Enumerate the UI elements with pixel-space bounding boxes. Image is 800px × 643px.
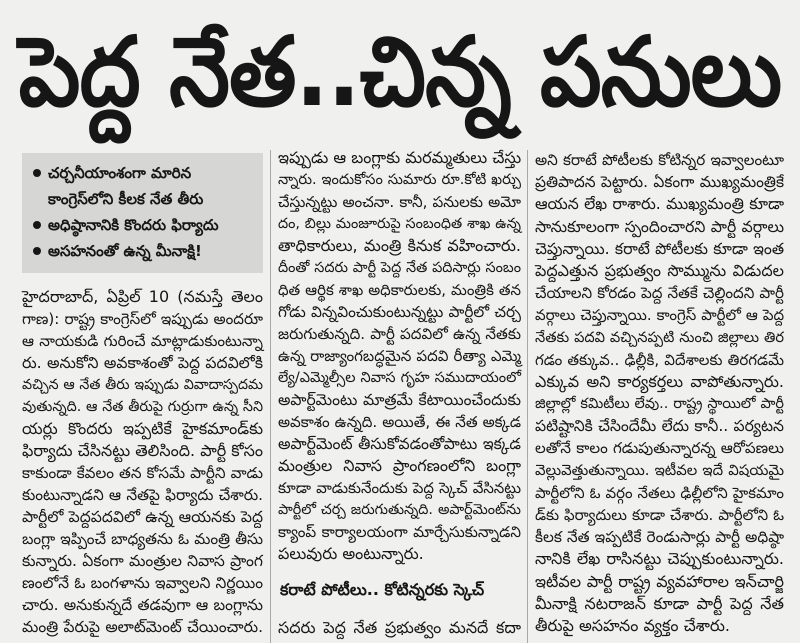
text-line: మంత్రి పేరుపై అలాట్‌మెంట్ చేయించారు.: [22, 618, 263, 636]
column-middle: [278, 147, 521, 565]
text-line: పార్టీలో పెద్దపదవిలో ఉన్న ఆయనకు పెద్ద: [22, 508, 263, 526]
text-line: పటిష్టానికి చేసిందేమీ లేదు కానీ.. పర్యటన: [535, 417, 784, 436]
text-line: పెద్దఎత్తున ప్రభుత్వం సొమ్మును విడుదల: [535, 260, 784, 280]
text-line: పార్టీలోని ఓ వర్గం నేతలు ఢిల్లీలోని హైకమాం: [535, 483, 784, 502]
text-line: గోడు విన్నవించుకుంటున్నట్టు పార్టీలో చర్చ: [278, 303, 521, 321]
text-line: వెల్లువెత్తుతున్నాయి. ఇటీవల ఇదే విషయమై: [535, 461, 784, 479]
text-line: చారు. అనుకున్నదే తడవుగా ఆ బంగ్లాను: [22, 596, 263, 614]
text-line: న్నారు. ఇందుకోసం సుమారు రూ.కోటి ఖర్చు: [278, 172, 521, 188]
highlight-line: కాంగ్రెస్‌లోని కీలక నేత తీరు: [48, 190, 204, 208]
column-middle-continued: [278, 617, 521, 639]
text-line: బంగ్లా ఇప్పించే బాధ్యతను ఓ మంత్రి తీసు: [22, 530, 263, 548]
text-line: ధిత ఆర్థిక శాఖ అధికారులకు, మంత్రికి తన: [278, 281, 521, 299]
text-line: తీరుపై అసహనం వ్యక్తం చేశారు.: [535, 615, 730, 635]
section-subheading: కరాటే పోటీలు.. కోటిన్నరకు స్కెచ్: [280, 580, 485, 599]
text-line: గాణ): రాష్ట్ర కాంగ్రెస్‌లో ఇప్పుడు అందరూ: [22, 310, 263, 328]
text-line: సదరు పెద్ద నేత ప్రభుత్వం మనదే కదా: [278, 618, 521, 637]
headline-text: పెద్ద నేత..చిన్న పనులు: [18, 16, 782, 128]
text-line: దీంతో సదరు పార్టీ పెద్ద నేత పదిసార్లు సంబం: [278, 260, 521, 276]
text-line: నేతకు పదవి వచ్చినప్పటి నుంచి జిల్లాలు తిర: [535, 328, 784, 346]
highlight-item: [22, 238, 263, 264]
text-line: అవకాశం ఉన్నది. అయితే, ఈ నేత అక్కడ: [278, 413, 521, 431]
text-line: ఉన్న రాజ్యాంగబద్ధమైన పదవి రీత్యా ఎమ్మె: [278, 347, 521, 365]
text-line: కాకుండా కేవలం తన కోసమే పార్టీని వాడు: [22, 464, 263, 482]
text-line: చెప్తున్నాయి. కరాటే పోటీలకు కూడా ఇంత: [535, 238, 784, 258]
text-line: వుతున్నది. ఆ నేత తీరుపై గుర్రుగా ఉన్న సీని: [22, 399, 263, 415]
text-line: ఇటీవల పార్టీ రాష్ట్ర వ్యవహారాల ఇన్‌చార్జి: [535, 571, 784, 591]
text-line: తాధికారులు, మంత్రి కినుక వహించారు.: [278, 236, 521, 255]
text-line: వచ్చిన ఆ నేత తీరు ఇప్పుడు వివాదాస్పదమ: [22, 377, 263, 393]
text-line: జరుగుతున్నది. పార్టీ పదవిలో ఉన్న నేతకు: [278, 325, 521, 343]
text-line: ఆయన లేఖ రాశారు. ముఖ్యమంత్రి కూడా: [535, 194, 784, 214]
highlight-line: చర్చనీయాంశంగా మారిన: [48, 164, 192, 182]
text-line: ప్రతిపాదన పెట్టారు. ఏకంగా ముఖ్యమంత్రికే: [535, 173, 784, 192]
text-line: ల్యే/ఎమ్మెల్సీల నివాస గృహ సముదాయంలో: [278, 370, 521, 386]
highlights-box: [22, 153, 263, 273]
text-line: అని కరాటే పోటీలకు కోటిన్నర ఇవ్వాలంటూ: [535, 151, 784, 169]
highlight-line: అధిష్ఠానానికి కొందరు ఫిర్యాదు: [48, 216, 219, 234]
text-line: మీనాక్షి నటరాజన్ కూడా పార్టీ పెద్ద నేత: [535, 593, 784, 613]
text-line: ఆ నాయకుడి గురించే మాట్లాడుకుంటున్నా: [22, 332, 263, 350]
text-line: కూడా వాడుకునేందుకు పెద్ద స్కెచ్ వేసినట్టు: [278, 479, 521, 497]
text-line: కీలక నేత ఇప్పటికే రెండుసార్లు పార్టీ అధిష్ఠా: [535, 528, 784, 547]
text-line: క్యాంప్ కార్యాలయంగా మార్చేసుకున్నాడని: [278, 523, 521, 541]
highlight-item: [22, 212, 263, 238]
column-rule: [527, 150, 528, 643]
text-line: అపార్ట్‌మెంటు మాత్రమే కేటాయించేందుకు: [278, 391, 521, 409]
text-line: మంత్రుల నివాస ప్రాంగణంలోని బంగ్లా: [278, 456, 521, 475]
text-line: కుంటున్నాడని ఆ నేతపై ఫిర్యాదు చేశారు.: [22, 486, 263, 504]
text-line: ఇప్పుడు ఆ బంగ్లాకు మరమ్మతులు చేస్తు: [278, 148, 522, 167]
text-line: పార్టీలో చర్చ జరుగుతున్నది. అపార్ట్‌మెంట్‌ను: [278, 502, 521, 518]
text-line: దం, బిల్లు మంజూరుపై సంబంధిత శాఖ ఉన్న: [278, 216, 521, 232]
highlight-item: [22, 160, 263, 212]
text-line: జిల్లాల్లో కమిటీలు లేవు.. రాష్ట్ర స్థాయిలో పార్టీ: [535, 396, 784, 413]
highlight-line: అసహనంతో ఉన్న మీనాక్షి!: [48, 242, 202, 260]
text-line: ఫిర్యాదు చేసినట్టు తెలిసింది. పార్టీ కోసం: [22, 441, 263, 460]
text-line: నానికి లేఖ రాసినట్టు చెప్పుకుంటున్నారు.: [535, 549, 784, 569]
text-line: ఎక్కువ అని కార్యకర్తలు వాపోతున్నారు.: [535, 371, 784, 391]
text-line: గడం తక్కువ.. ఢిల్లీకి, విదేశాలకు తిరగడమే: [535, 350, 784, 369]
bullet-icon: [33, 169, 41, 177]
headline: [0, 0, 800, 140]
text-line: ణంలోనే ఓ బంగళాను ఇవ్వాలని నిర్ణయిం: [22, 574, 263, 592]
bullet-icon: [33, 247, 41, 255]
text-line: సానుకూలంగా స్పందించారని పార్టీ వర్గాలు: [535, 216, 784, 236]
text-line: పలువురు అంటున్నారు.: [278, 544, 424, 563]
text-line: కున్నారు. ఏకంగా మంత్రుల నివాస ప్రాంగ: [22, 552, 263, 570]
text-line: చేస్తున్నట్టు అంచనా. కానీ, పనులకు అమో: [278, 193, 521, 211]
text-line: లతోనే కాలం గడుపుతున్నారన్న ఆరోపణలు: [535, 439, 784, 458]
text-line: డ్‌కు ఫిర్యాదులు కూడా చేశారు. పార్టీలోని ఓ: [535, 506, 784, 524]
column-right: [535, 149, 784, 637]
column-rule: [270, 150, 271, 643]
text-line: యర్లు కొందరు ఇప్పటికే హైకమాండ్‌కు: [22, 419, 263, 438]
bullet-icon: [33, 221, 41, 229]
text-line: వర్గాలు చెప్తున్నాయి. కాంగ్రెస్ పార్టీలో ఆ పెద్ద: [535, 306, 784, 325]
text-line: అపార్ట్‌మెంట్ తీసుకోవడంతోపాటు ఇక్కడ: [278, 434, 521, 453]
text-line: రు. అనుకోని అవకాశంతో పెద్ద పదవిలోకి: [22, 353, 263, 372]
text-line: హైదరాబాద్, ఏప్రిల్ 10 (నమస్తే తెలం: [22, 287, 263, 306]
column-left: [22, 286, 263, 638]
text-line: చేయాలని కోరడం పెద్ద నేతకే చెల్లిందని పార్టీ: [535, 284, 784, 303]
